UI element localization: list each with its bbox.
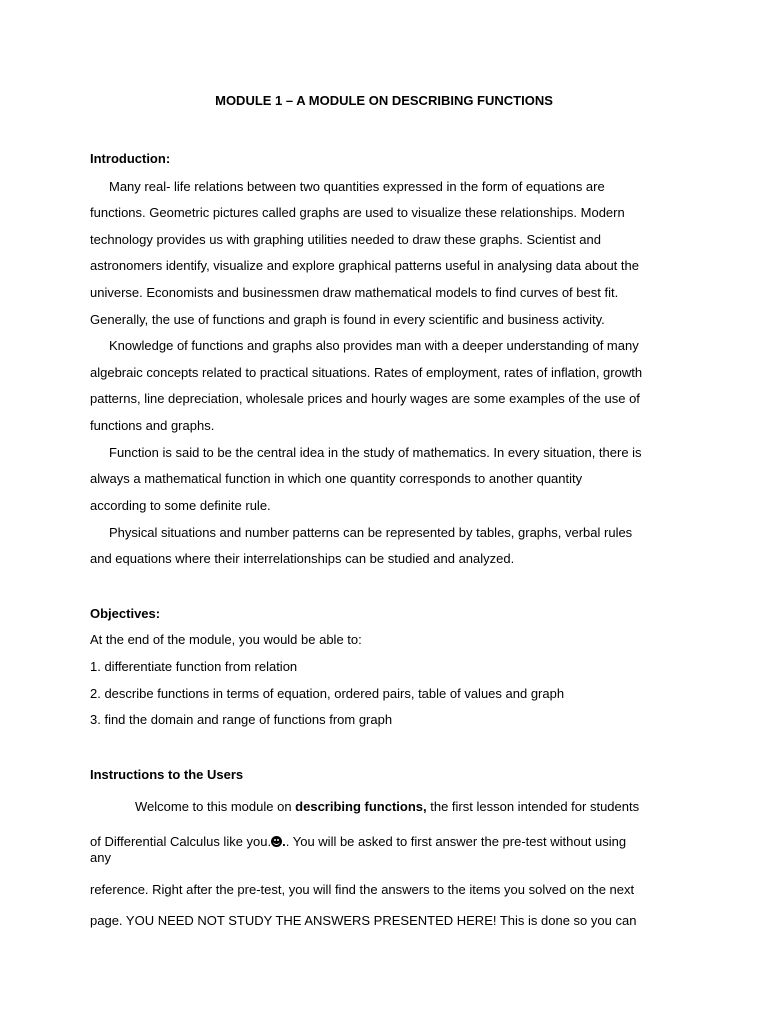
paragraph-line: according to some definite rule. xyxy=(90,498,271,513)
instructions-text: the first lesson intended for students xyxy=(426,799,640,814)
paragraph-line: and equations where their interrelationships can be studied and analyzed. xyxy=(90,551,515,566)
instructions-heading: Instructions to the Users xyxy=(90,767,244,782)
objective-item: 1. differentiate function from relation xyxy=(90,659,298,674)
paragraph-line: patterns, line depreciation, wholesale prices and hourly wages are some examples of the use of xyxy=(90,391,640,406)
introduction-heading: Introduction: xyxy=(90,151,171,166)
paragraph-line: functions and graphs. xyxy=(90,418,215,433)
paragraph-line: astronomers identify, visualize and explore graphical patterns useful in analysing data about the xyxy=(90,258,639,273)
paragraph-line: Many real- life relations between two quantities expressed in the form of equations are xyxy=(109,179,605,194)
paragraph-line: Generally, the use of functions and graph is found in every scientific and business activity. xyxy=(90,312,605,327)
instructions-line: of Differential Calculus like you. .. You will be asked to first answer the pre-test without using xyxy=(90,834,627,849)
objective-item: 3. find the domain and range of functions from graph xyxy=(90,712,393,727)
instructions-text: . You will be asked to first answer the pre-test without using xyxy=(285,834,627,849)
instructions-bold-text: describing functions, xyxy=(295,799,427,814)
objectives-intro: At the end of the module, you would be able to: xyxy=(90,632,362,647)
paragraph-line: algebraic concepts related to practical situations. Rates of employment, rates of inflation, growth xyxy=(90,365,643,380)
instructions-text: of Differential Calculus like you. xyxy=(90,834,272,849)
instructions-line-wrap: any xyxy=(90,850,111,865)
instructions-text: Welcome to this module on xyxy=(135,799,296,814)
paragraph-line: always a mathematical function in which one quantity corresponds to another quantity xyxy=(90,471,583,486)
paragraph-line: technology provides us with graphing utilities needed to draw these graphs. Scientist and xyxy=(90,232,601,247)
instructions-line xyxy=(135,799,639,814)
paragraph-line: Knowledge of functions and graphs also provides man with a deeper understanding of many xyxy=(109,338,639,353)
instructions-line: page. YOU NEED NOT STUDY THE ANSWERS PRESENTED HERE! This is done so you can xyxy=(90,913,637,928)
paragraph-line: Function is said to be the central idea in the study of mathematics. In every situation, there is xyxy=(109,445,642,460)
objectives-heading: Objectives: xyxy=(90,606,161,621)
paragraph-line: universe. Economists and businessmen draw mathematical models to find curves of best fit. xyxy=(90,285,619,300)
objective-item: 2. describe functions in terms of equation, ordered pairs, table of values and graph xyxy=(90,686,565,701)
paragraph-line: Physical situations and number patterns can be represented by tables, graphs, verbal rules xyxy=(109,525,633,540)
paragraph-line: functions. Geometric pictures called graphs are used to visualize these relationships. Modern xyxy=(90,205,625,220)
instructions-line: reference. Right after the pre-test, you will find the answers to the items you solved on the next xyxy=(90,882,635,897)
page-title: MODULE 1 – A MODULE ON DESCRIBING FUNCTIONS xyxy=(215,93,553,108)
smiley-face-icon xyxy=(271,836,282,847)
